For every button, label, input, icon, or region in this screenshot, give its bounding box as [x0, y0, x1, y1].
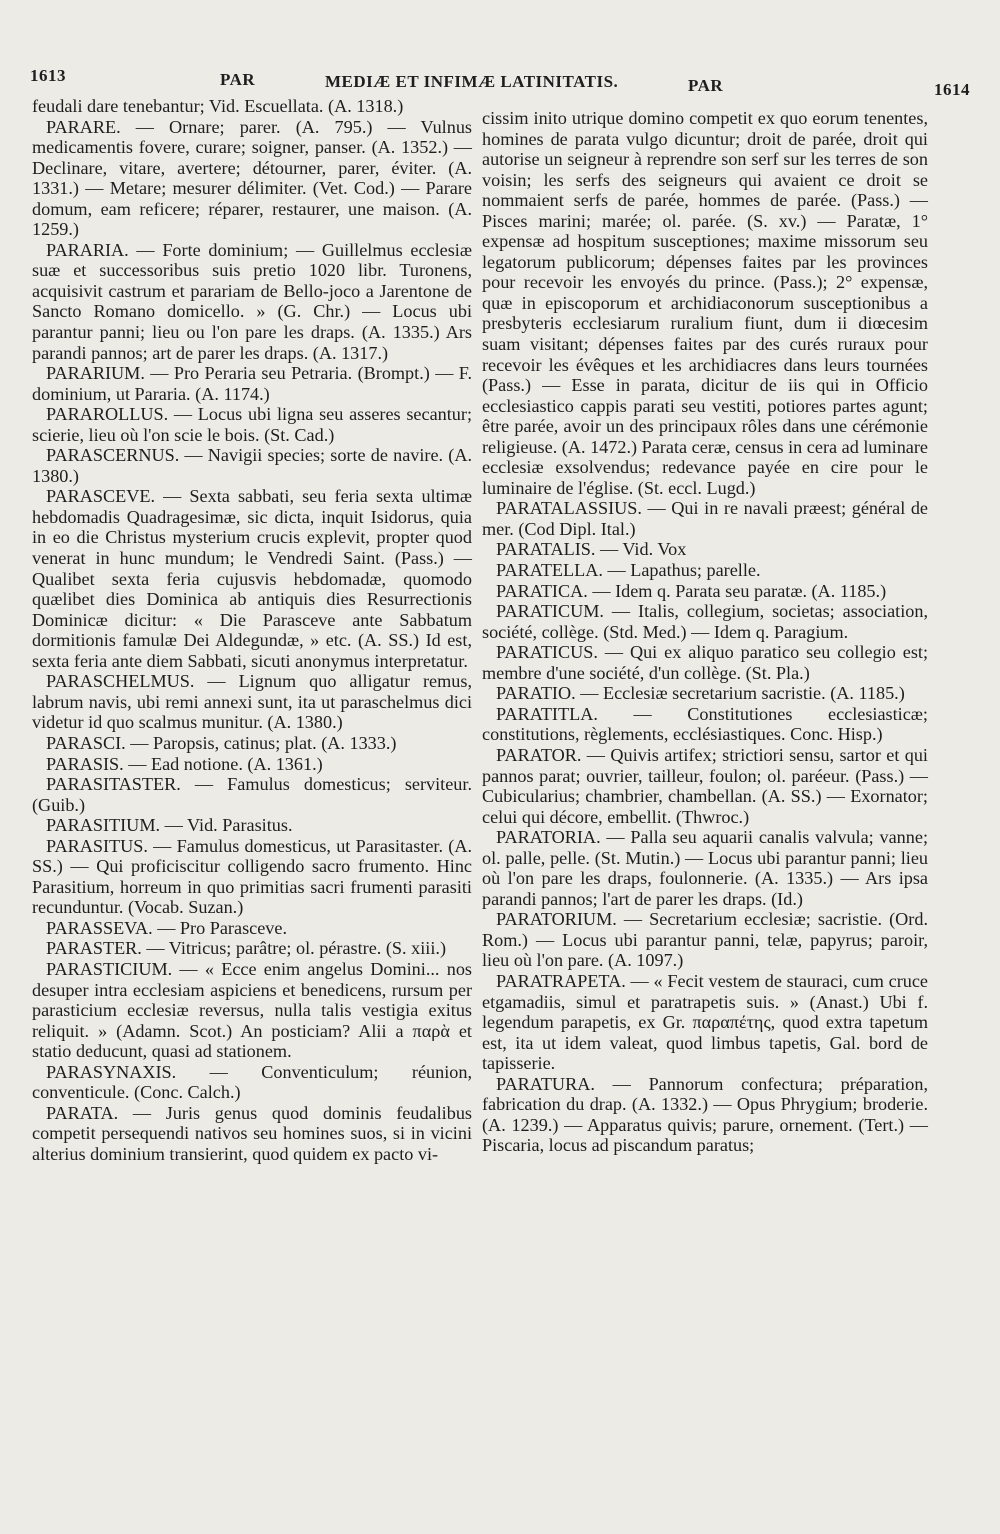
dictionary-entry: PARASCHELMUS. — Lignum quo alligatur remus, labrum navis, ubi remi annexi sunt, ita ut paraschelmus dici videtur id quo scalmus munitur. (A. 1380.) [32, 671, 472, 733]
dictionary-entry: PARASCI. — Paropsis, catinus; plat. (A. 1333.) [46, 732, 397, 753]
dictionary-entry: PARATURA. — Pannorum confectura; préparation, fabrication du drap. (A. 1332.) — Opus Phrygium; broderie. (A. 1239.) — Apparatus quivis; parure, ornement. (Tert.) — Piscaria, locus ad piscandum paratus; [482, 1073, 928, 1156]
dictionary-entry: PARATICUS. — Qui ex aliquo paratico seu collegio est; membre d'une société, d'un collège. (St. Pla.) [482, 642, 928, 683]
dictionary-entry: PARATRAPETA. — « Fecit vestem de stauraci, cum cruce etgamadiis, simul et paratrapetis suis. » (Anast.) Ubi f. legendum parapetis, ex Gr. παραπέτης, quod extra tapetum est, ita ut idem valeat, quod limbus tapetis, Gal. bord de tapisserie. [482, 970, 928, 1074]
dictionary-entry: PARATICA. — Idem q. Parata seu paratæ. (A. 1185.) [496, 580, 887, 601]
dictionary-entry: PARATA. — Juris genus quod dominis feudalibus competit persequendi nativos seu homines suos, si in vicini alterius dominium transierint, quod quidem ex pacto vi- [32, 1102, 472, 1164]
right-running-head: PAR [688, 76, 724, 95]
running-header [30, 62, 970, 98]
dictionary-entry: PARASIS. — Ead notione. (A. 1361.) [46, 753, 323, 774]
dictionary-entry: PARARIA. — Forte dominium; — Guillelmus ecclesiæ suæ et successoribus suis pretio 1020 libr. Turonens, acquisivit castrum et parariam de Bello-joco a Jarentone de Sancto Romano domicello. » (G. Chr.) — Locus ubi parantur panni; lieu ou l'on pare les draps. (A. 1335.) Ars parandi pannos; art de parer les draps. (A. 1317.) [32, 239, 472, 363]
dictionary-entry: PARATALIS. — Vid. Vox [496, 539, 687, 560]
dictionary-entry: PARASYNAXIS. — Conventiculum; réunion, conventicule. (Conc. Calch.) [32, 1061, 472, 1103]
dictionary-entry: PARATICUM. — Italis, collegium, societas; association, société, collège. (Std. Med.) — Idem q. Paragium. [482, 601, 928, 642]
left-running-head: PAR [220, 70, 256, 89]
dictionary-entry: PARATALASSIUS. — Qui in re navali præest; général de mer. (Cod Dipl. Ital.) [482, 498, 928, 539]
dictionary-entry: PARASCERNUS. — Navigii species; sorte de navire. (A. 1380.) [32, 445, 472, 486]
dictionary-entry: PARATORIUM. — Secretarium ecclesiæ; sacristie. (Ord. Rom.) — Locus ubi parantur panni, telæ, papyrus; paroir, lieu où l'on pare. (A. 1097.) [482, 909, 928, 971]
continued-entry-text: feudali dare tenebantur; Vid. Escuellata. (A. 1318.) [32, 96, 404, 116]
dictionary-entry: PARASITASTER. — Famulus domesticus; serviteur. (Guib.) [32, 774, 472, 815]
dictionary-entry: PARASITUS. — Famulus domesticus, ut Parasitaster. (A. SS.) — Qui proficiscitur colligendo sacro frumento. Hinc Parasitium, horreum in quo primitias sacri frumenti parasiti recunduntur. (Vocab. Suzan.) [32, 835, 472, 918]
dictionary-entry: PARAROLLUS. — Locus ubi ligna seu asseres secantur; scierie, lieu où l'on scie le bois. (St. Cad.) [32, 404, 472, 445]
left-page-number: 1613 [30, 66, 66, 85]
left-column [32, 96, 472, 1164]
dictionary-entry: PARARE. — Ornare; parer. (A. 795.) — Vulnus medicamentis fovere, curare; soigner, panser. (A. 1352.) — Declinare, vitare, avertere; détourner, parer, éviter. (A. 1331.) — Metare; mesurer délimiter. (Vet. Cod.) — Parare domum, eam reficere; réparer, restaurer, une maison. (A. 1259.) [32, 116, 472, 240]
right-column [482, 108, 928, 1156]
right-page-number: 1614 [934, 80, 970, 99]
dictionary-entry: PARASSEVA. — Pro Parasceve. [46, 917, 287, 938]
dictionary-entry: PARATITLA. — Constitutiones ecclesiasticæ; constitutions, règlements, ecclésiastiques. Conc. Hisp.) [482, 703, 928, 745]
dictionary-entry: PARASTER. — Vitricus; parâtre; ol. pérastre. (S. xiii.) [46, 938, 446, 959]
dictionary-entry: PARASCEVE. — Sexta sabbati, seu feria sexta ultimæ hebdomadis Quadragesimæ, sic dicta, inquit Isidorus, quia in eo die Christus mysterium crucis explevit, propter quod venerat in hunc mundum; le Vendredi Saint. (Pass.) — Qualibet sexta feria cujusvis hebdomadæ, quomodo quælibet dies Dominica ab antiquis dies Resurrectionis Dominicæ dicitur: « Die Parasceve ante Sabbatum dormitionis famulæ Dei Aldegundæ, » etc. (A. SS.) Id est, sexta feria ante diem Sabbati, sicuti anonymus interpretatur. [32, 486, 472, 671]
dictionary-entry: PARATOR. — Quivis artifex; strictiori sensu, sartor et qui pannos parat; ouvrier, tailleur, foulon; ol. paréeur. (Pass.) — Cubicularius; chambrier, chambellan. (A. SS.) — Exornator; celui qui décore, embellit. (Thwroc.) [482, 744, 928, 827]
dictionary-entry: PARATORIA. — Palla seu aquarii canalis valvula; vanne; ol. palle, pelle. (St. Mutin.) — Locus ubi parantur panni; lieu où l'on pare les draps, foulonnerie. (A. 1335.) — Ars ipsa parandi pannos; l'art de parer les draps. (Id.) [482, 827, 928, 909]
dictionary-entry: PARATIO. — Ecclesiæ secretarium sacristie. (A. 1185.) [496, 683, 905, 704]
dictionary-entry: PARASITIUM. — Vid. Parasitus. [46, 815, 293, 836]
running-title: MEDIÆ ET INFIMÆ LATINITATIS. [325, 72, 619, 91]
dictionary-entry: PARARIUM. — Pro Peraria seu Petraria. (Brompt.) — F. dominium, ut Pararia. (A. 1174.) [32, 363, 472, 404]
dictionary-entry: PARATELLA. — Lapathus; parelle. [496, 560, 761, 581]
dictionary-entry: PARASTICIUM. — « Ecce enim angelus Domini... nos desuper intra ecclesiam aspiciens et benedicens, rursum per parasticium ecclesiæ reversus, nulla talis vestigia exitus reliquit. » (Adamn. Scot.) An posticiam? Alii a παρὰ et statio deducunt, quasi ad stationem. [32, 958, 472, 1062]
continued-entry-text: cissim inito utrique domino competit ex quo eorum tenentes, homines de parata vulgo dicuntur; droit de parée, droit qui autorise un seigneur à reprendre son serf sur les terres de son voisin; les serfs des seigneurs qui avaient ce droit se nommaient serfs de parée, hommes de parée. (Pass.) — Pisces marini; marée; ol. parée. (S. xv.) — Paratæ, 1° expensæ ad hospitum susceptiones; maxime missorum seu legatorum publicorum; dépenses faites par les provinces pour recevoir les envoyés du prince. (Pass.); 2° expensæ, quæ in episcoporum et archidiaconorum susceptionibus a presbyteris ecclesiarum ruralium fiunt, dum ii diœcesim suam visitant; dépenses faites par des curés ruraux pour recevoir les évêques et les archidiacres dans leurs tournées (Pass.) — Esse in parata, dicitur de iis qui in Officio ecclesiastico cappis parati seu vestiti, potiores partes agunt; être parée, avoir un des principaux rôles dans une cérémonie religieuse. (A. 1472.) Parata ceræ, census in cera ad luminare ecclesiæ exsolvendus; redevance payée en cire pour le luminaire de l'église. (St. eccl. Lugd.) [482, 108, 928, 498]
